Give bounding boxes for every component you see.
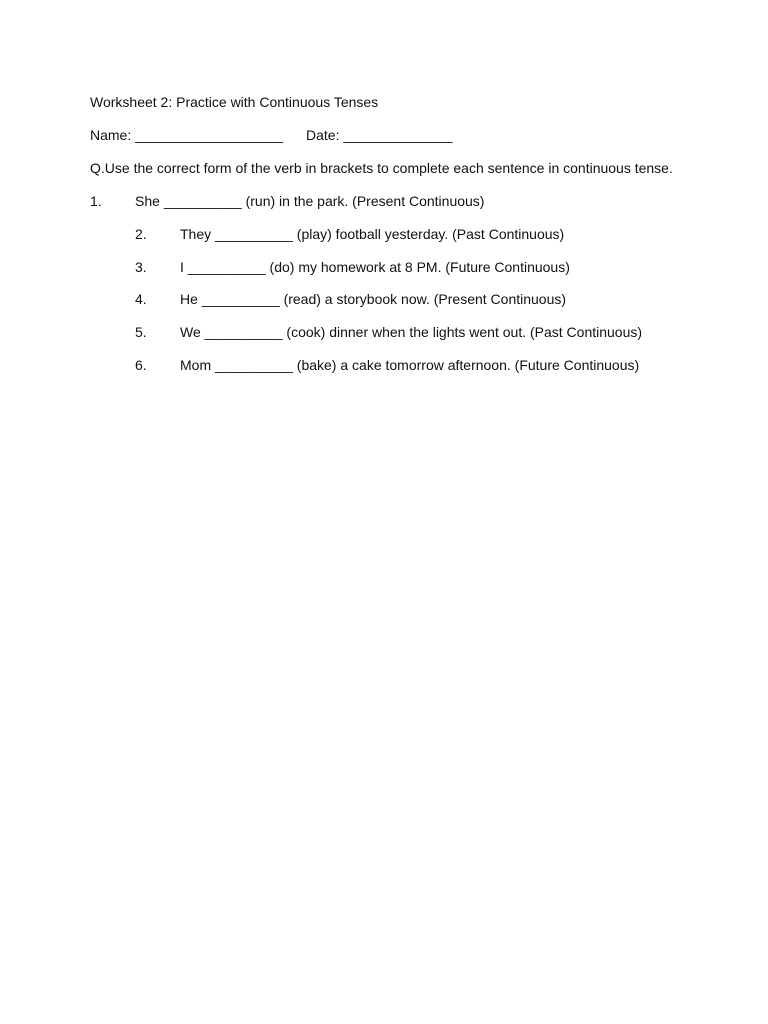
item-rest: (run) in the park. (Present Continuous) (245, 193, 485, 209)
question-instruction: Q.Use the correct form of the verb in brackets to complete each sentence in continuous tense. (90, 160, 673, 176)
item-number: 2. (135, 226, 147, 242)
answer-blank[interactable]: __________ (201, 291, 280, 307)
date-label: Date: (306, 127, 340, 143)
item-sentence (180, 323, 642, 341)
item-number: 5. (135, 324, 147, 340)
answer-blank[interactable]: __________ (204, 324, 283, 340)
worksheet-title: Worksheet 2: Practice with Continuous Tenses (90, 94, 379, 110)
name-label: Name: (90, 127, 132, 143)
item-rest: (read) a storybook now. (Present Continuous) (283, 291, 567, 307)
item-subject: He (180, 291, 198, 307)
date-group (306, 126, 452, 144)
answer-blank[interactable]: __________ (215, 226, 293, 242)
item-number: 3. (135, 259, 147, 275)
item-subject: I (180, 259, 184, 275)
name-date-row (90, 126, 453, 144)
answer-blank[interactable]: __________ (163, 193, 242, 209)
item-rest: (play) football yesterday. (Past Continuous) (296, 226, 565, 242)
answer-blank[interactable]: __________ (187, 259, 266, 275)
item-sentence (180, 258, 570, 276)
item-number: 1. (90, 193, 102, 209)
date-blank[interactable]: ______________ (343, 127, 453, 143)
item-sentence (180, 290, 566, 308)
item-sentence (180, 356, 639, 374)
item-subject: Mom (180, 357, 212, 373)
answer-blank[interactable]: __________ (215, 357, 293, 373)
item-rest: (bake) a cake tomorrow afternoon. (Future Continuous) (296, 357, 640, 373)
item-number: 4. (135, 291, 147, 307)
item-subject: We (180, 324, 201, 340)
item-number: 6. (135, 357, 147, 373)
item-subject: They (180, 226, 212, 242)
item-rest: (do) my homework at 8 PM. (Future Continuous) (269, 259, 570, 275)
item-sentence (135, 192, 484, 210)
item-subject: She (135, 193, 160, 209)
name-blank[interactable]: ___________________ (135, 127, 284, 143)
item-rest: (cook) dinner when the lights went out. (Past Continuous) (286, 324, 643, 340)
item-sentence (180, 225, 564, 243)
